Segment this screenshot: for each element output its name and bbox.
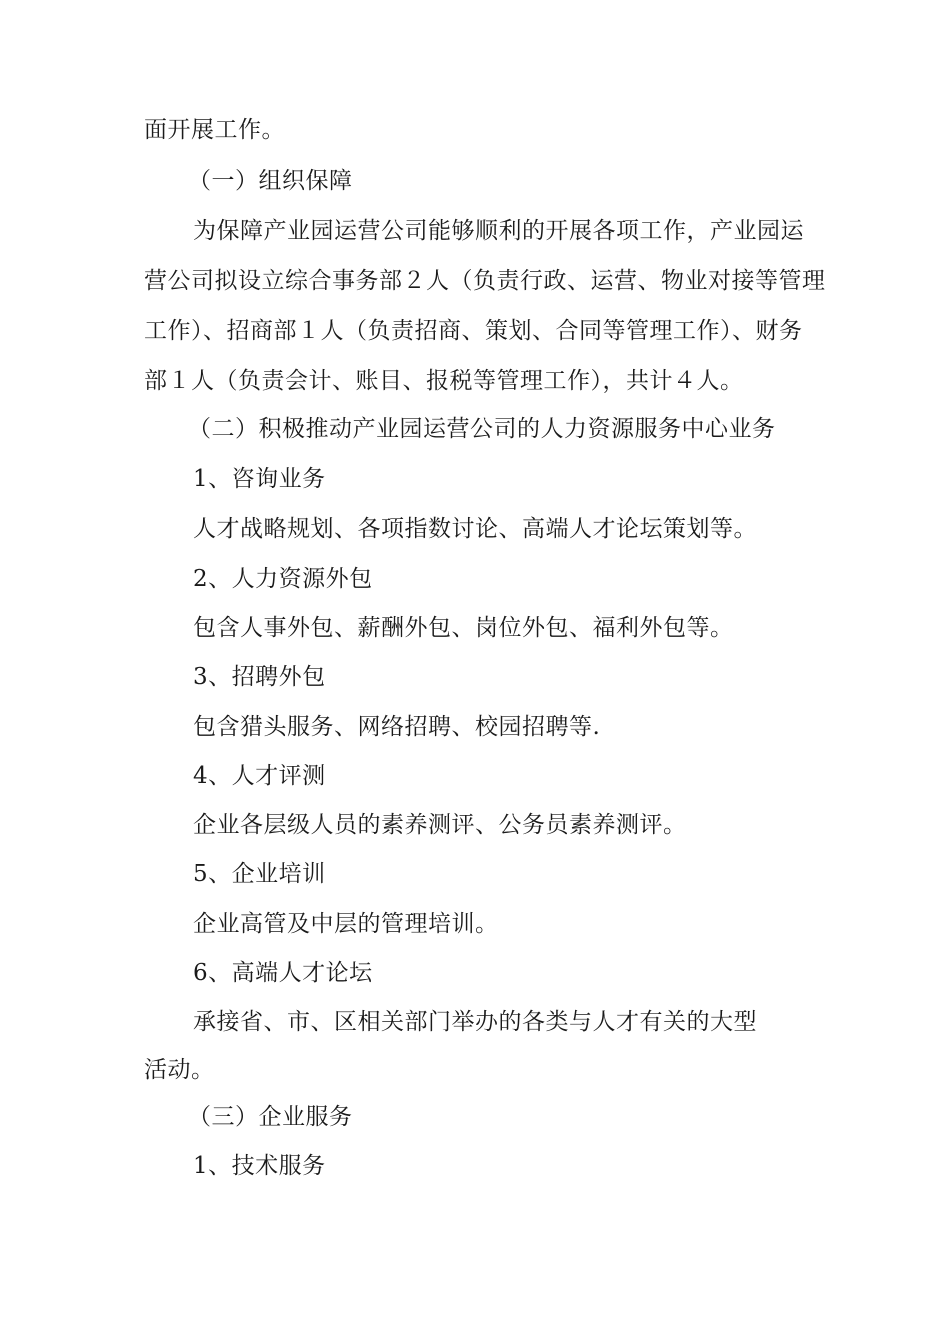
body-text-line: 包含人事外包、薪酬外包、岗位外包、福利外包等。 bbox=[193, 615, 734, 641]
section-heading: （二）积极推动产业园运营公司的人力资源服务中心业务 bbox=[188, 416, 776, 442]
body-text-line: 企业高管及中层的管理培训。 bbox=[193, 911, 499, 937]
body-text-line: 部１人（负责会计、账目、报税等管理工作），共计４人。 bbox=[144, 368, 744, 394]
body-text-line: 包含猎头服务、网络招聘、校园招聘等. bbox=[193, 714, 601, 740]
body-text-line: 营公司拟设立综合事务部２人（负责行政、运营、物业对接等管理 bbox=[144, 268, 826, 294]
section-heading: （一）组织保障 bbox=[188, 168, 353, 194]
section-heading: （三）企业服务 bbox=[188, 1104, 353, 1130]
body-text-line: 活动。 bbox=[144, 1057, 215, 1083]
subsection-heading: 1、技术服务 bbox=[193, 1153, 326, 1179]
body-text-line: 工作）、招商部１人（负责招商、策划、合同等管理工作）、财务 bbox=[144, 318, 803, 344]
body-text-line: 为保障产业园运营公司能够顺利的开展各项工作，产业园运 bbox=[193, 218, 804, 244]
body-text-line: 人才战略规划、各项指数讨论、高端人才论坛策划等。 bbox=[193, 516, 757, 542]
subsection-heading: 1、咨询业务 bbox=[193, 466, 326, 492]
subsection-heading: 5、企业培训 bbox=[193, 861, 326, 887]
body-text-line: 承接省、市、区相关部门举办的各类与人才有关的大型 bbox=[193, 1009, 757, 1035]
subsection-heading: 3、招聘外包 bbox=[193, 664, 326, 690]
body-text-line: 企业各层级人员的素养测评、公务员素养测评。 bbox=[193, 812, 687, 838]
subsection-heading: 2、人力资源外包 bbox=[193, 566, 373, 592]
subsection-heading: 6、高端人才论坛 bbox=[193, 960, 373, 986]
body-text-line: 面开展工作。 bbox=[144, 117, 285, 143]
subsection-heading: 4、人才评测 bbox=[193, 763, 326, 789]
